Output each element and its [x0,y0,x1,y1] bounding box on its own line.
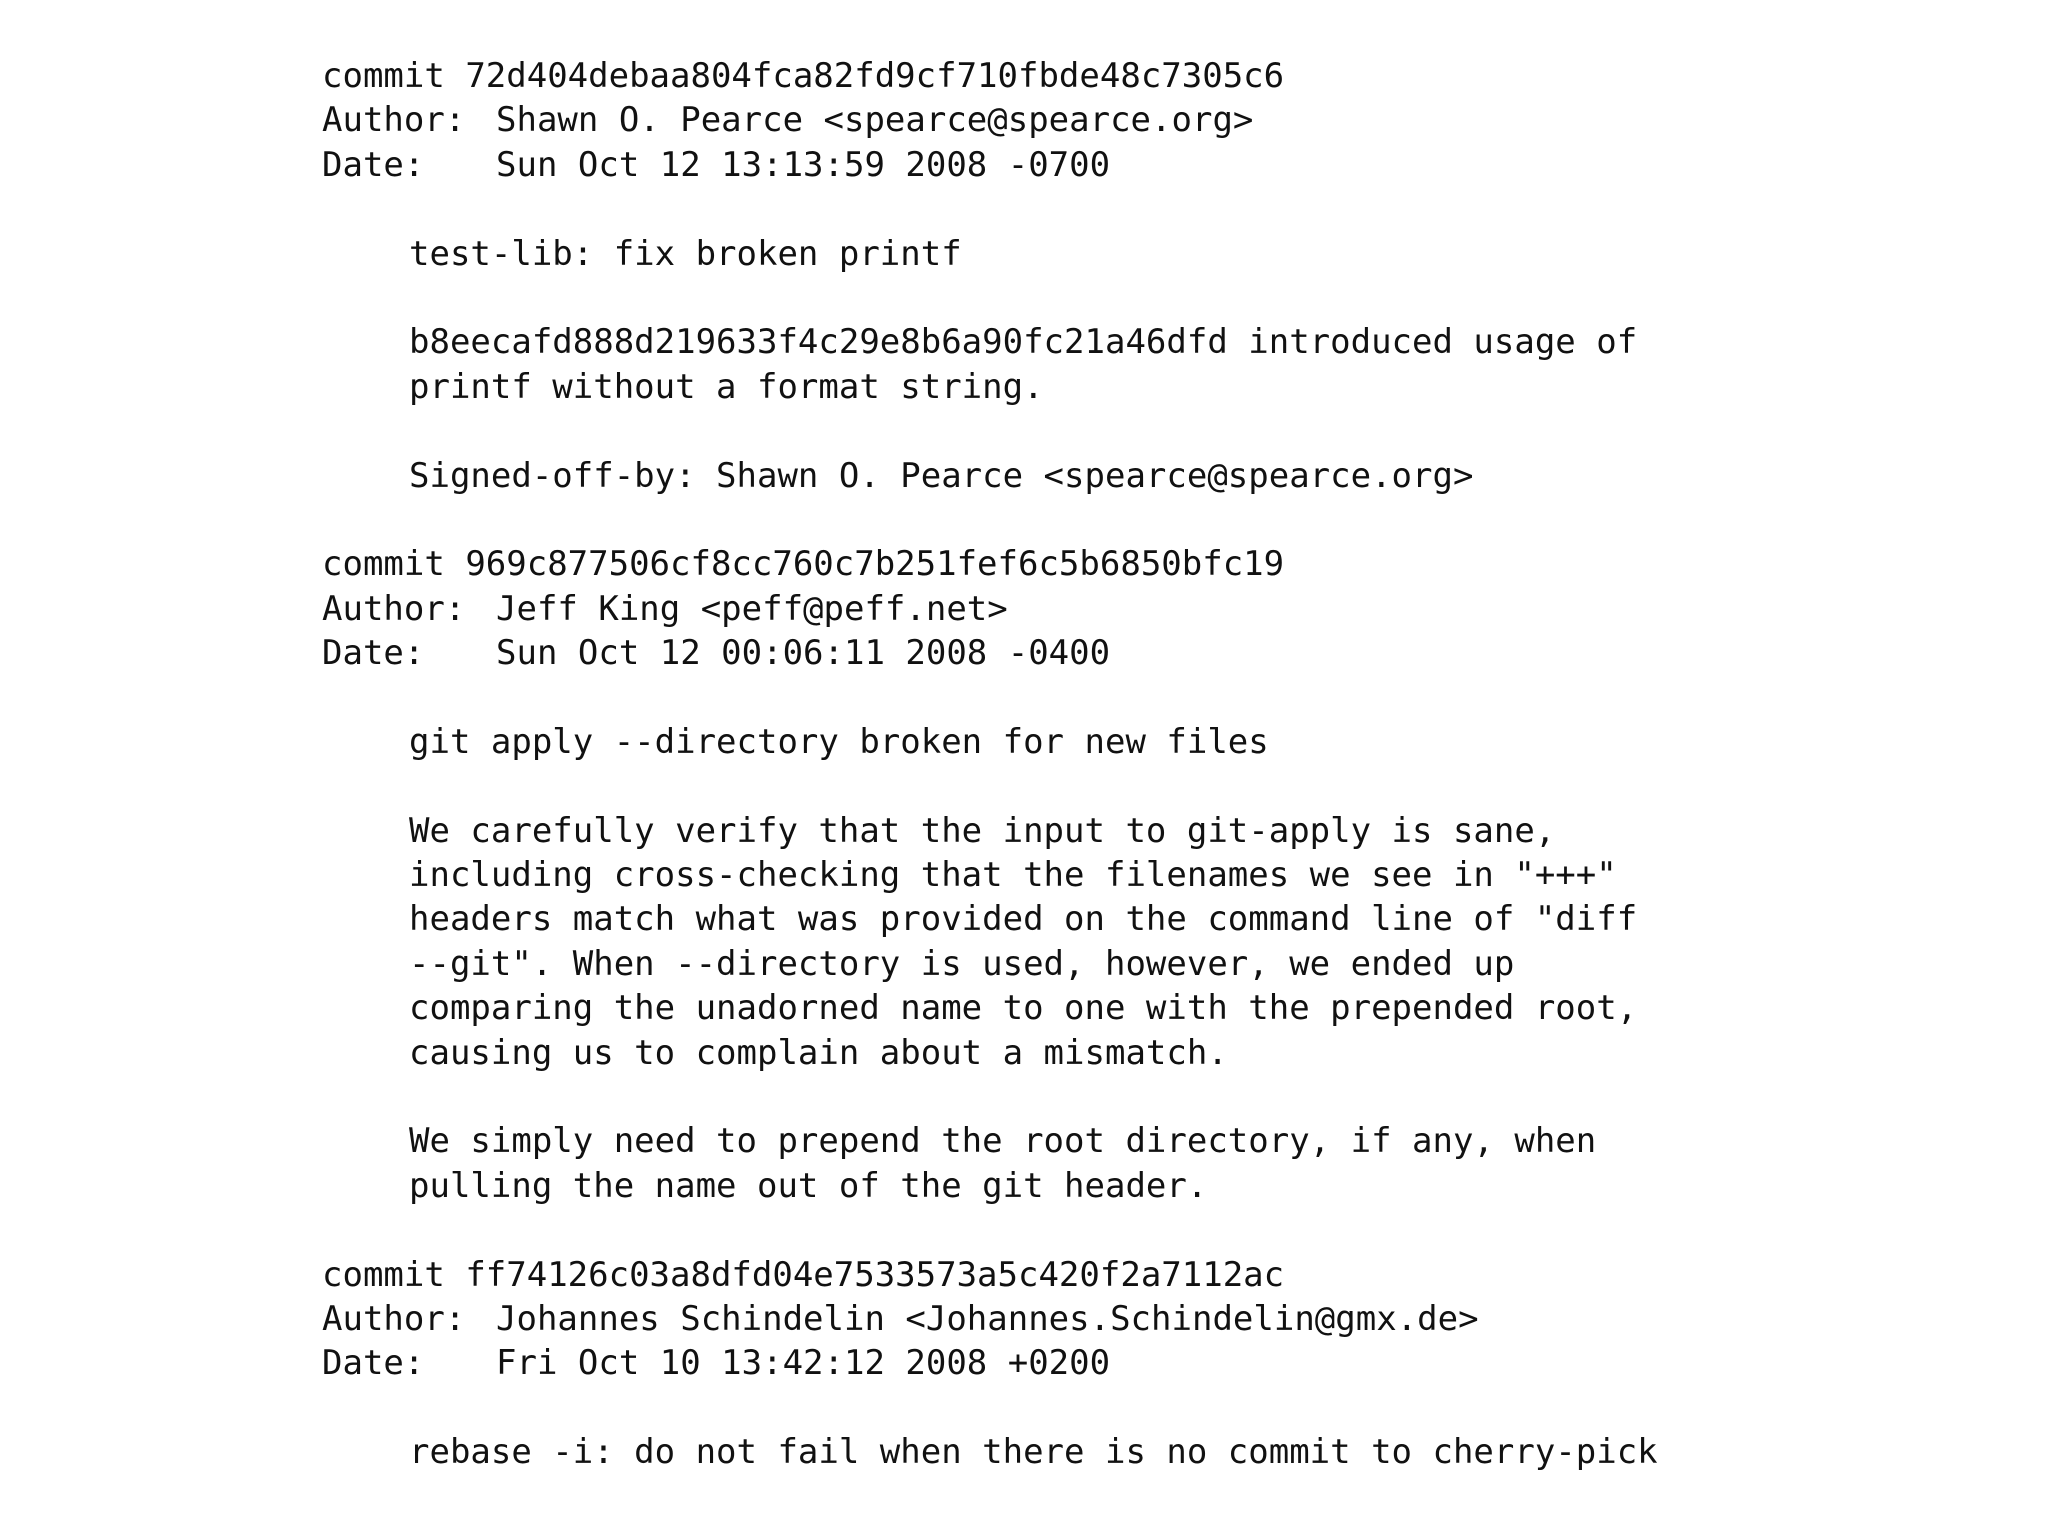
commit-hash-line [322,54,2022,98]
commit-message-line: We carefully verify that the input to git-apply is sane, [409,810,1556,851]
author-value: Shawn O. Pearce <spearce@spearce.org> [496,100,1254,141]
commit-message-line: including cross-checking that the filenames we see in "+++" [409,855,1617,896]
author-line [322,98,2022,142]
date-label: Date: [322,633,425,674]
date-value: Sun Oct 12 00:06:11 2008 -0400 [496,633,1111,674]
author-line [322,587,2022,631]
date-label: Date: [322,1343,425,1384]
commit-hash[interactable]: 72d404debaa804fca82fd9cf710fbde48c7305c6 [465,56,1285,96]
commit-hash-line [322,1253,2022,1297]
commit-message-line: printf without a format string. [409,366,1044,407]
commit-message-line: pulling the name out of the git header. [409,1165,1208,1206]
date-line [322,631,2022,675]
commit-label: commit [322,1254,445,1295]
blank-line [322,1386,2022,1430]
commit-log [322,54,2022,1519]
commit-message-line: Signed-off-by: Shawn O. Pearce <spearce@spearce.org> [409,455,1474,496]
commit-subject: git apply --directory broken for new files [409,721,1269,762]
commit-message-line: b8eecafd888d219633f4c29e8b6a90fc21a46dfd introduced usage of [409,322,1638,363]
blank-line [322,675,2022,719]
commit-subject: rebase -i: do not fail when there is no commit to cherry-pick [409,1432,1658,1473]
author-label: Author: [322,100,466,141]
commit-label: commit [322,56,445,96]
date-value: Fri Oct 10 13:42:12 2008 +0200 [496,1343,1111,1384]
commit-message-line: comparing the unadorned name to one with the prepended root, [409,988,1638,1029]
date-value: Sun Oct 12 13:13:59 2008 -0700 [496,144,1111,185]
author-value: Johannes Schindelin <Johannes.Schindelin@gmx.de> [496,1298,1479,1339]
blank-line [322,764,2022,808]
author-line [322,1297,2022,1341]
commit-hash-line [322,542,2022,586]
commit-subject: test-lib: fix broken printf [409,233,962,274]
blank-line [322,276,2022,320]
commit-label: commit [322,544,445,585]
commit-entry [322,542,2022,1208]
date-line [322,143,2022,187]
commit-hash[interactable]: 969c877506cf8cc760c7b251fef6c5b6850bfc19 [465,544,1285,585]
commit-entry [322,54,2022,498]
blank-line [322,187,2022,231]
blank-line [322,409,2022,453]
commit-message-line: headers match what was provided on the command line of "diff [409,899,1638,940]
date-line [322,1341,2022,1385]
author-label: Author: [322,588,466,629]
commit-message-line: --git". When --directory is used, however, we ended up [409,943,1515,984]
blank-line [322,1075,2022,1119]
commit-entry [322,1253,2022,1475]
date-label: Date: [322,144,425,185]
commit-hash[interactable]: ff74126c03a8dfd04e7533573a5c420f2a7112ac [465,1254,1285,1295]
author-label: Author: [322,1298,466,1339]
commit-message-line: We simply need to prepend the root directory, if any, when [409,1121,1597,1162]
commit-message-line: causing us to complain about a mismatch. [409,1032,1228,1073]
author-value: Jeff King <peff@peff.net> [496,588,1008,629]
